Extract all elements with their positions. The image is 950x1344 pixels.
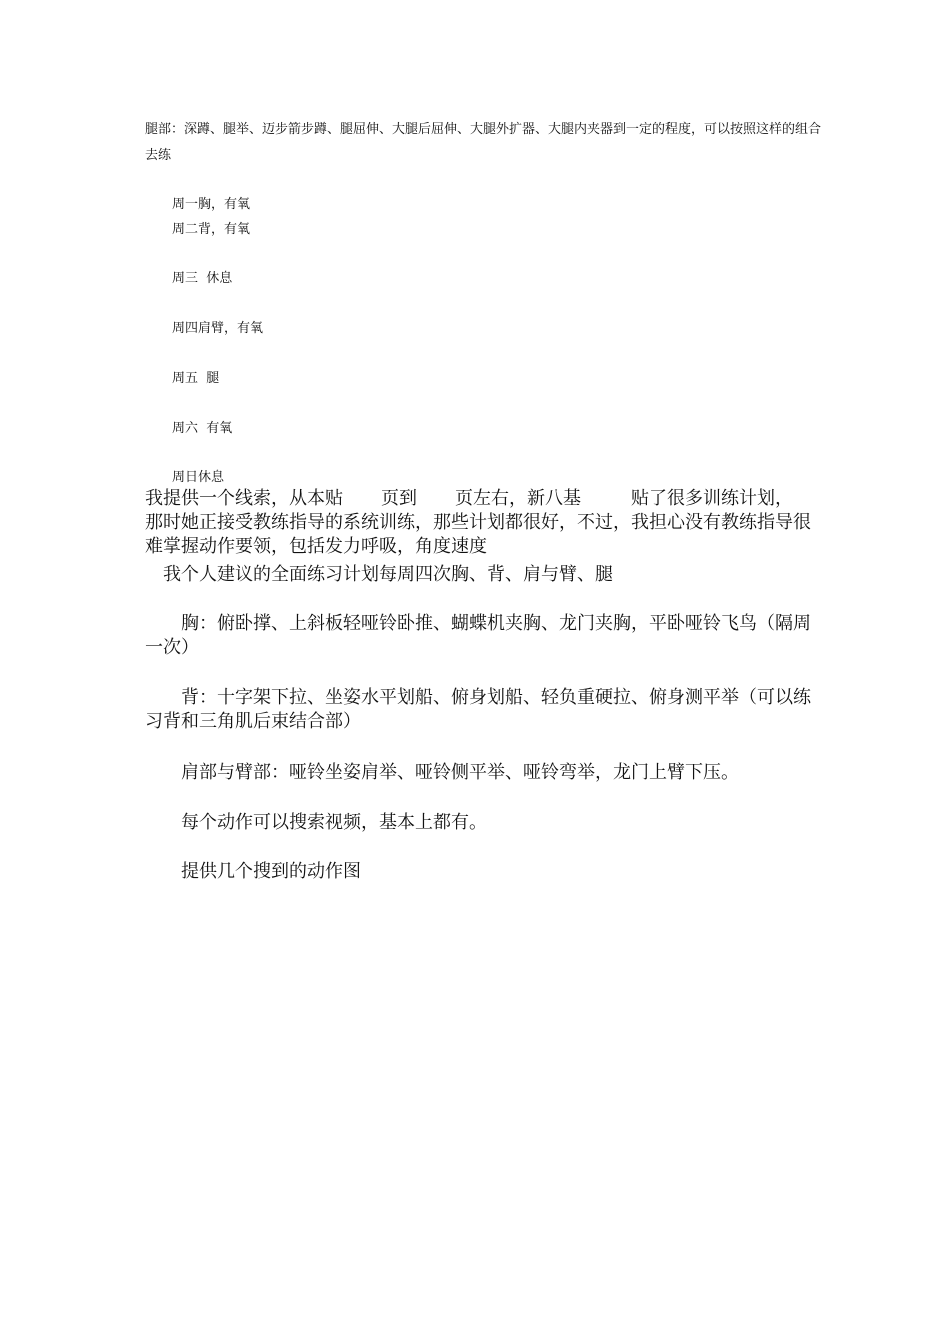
- clue-part-3: 页左右，新八基: [455, 488, 581, 509]
- back-paragraph: 背：十字架下拉、坐姿水平划船、俯身划船、轻负重硬拉、俯身测平举（可以练习背和三角肌后束结合部）: [145, 687, 811, 732]
- schedule-tuesday: 周二背，有氧: [172, 222, 251, 237]
- schedule-thursday: 周四肩臂，有氧: [172, 321, 264, 336]
- chest-paragraph: 胸：俯卧撑、上斜板轻哑铃卧推、蝴蝶机夹胸、龙门夹胸，平卧哑铃飞鸟（隔周一次）: [145, 613, 811, 658]
- clue-paragraph: [145, 487, 825, 559]
- schedule-monday: 周一胸，有氧: [172, 197, 251, 212]
- suggestion-line: 我个人建议的全面练习计划每周四次胸、背、肩与臂、腿: [163, 564, 613, 585]
- clue-rest: 那时她正接受教练指导的系统训练，那些计划都很好，不过，我担心没有教练指导很难掌握动作要领，包括发力呼吸，角度速度: [145, 512, 811, 557]
- schedule-wednesday: 周三 休息: [172, 271, 233, 286]
- clue-part-4: 贴了很多训练计划，: [631, 488, 793, 509]
- clue-part-2: 页到: [381, 488, 417, 509]
- schedule-saturday: 周六 有氧: [172, 421, 233, 436]
- video-note: 每个动作可以搜索视频，基本上都有。: [181, 812, 487, 833]
- clue-part-1: 我提供一个线索，从本贴: [145, 488, 343, 509]
- schedule-friday: 周五 腿: [172, 371, 220, 386]
- legs-paragraph: 腿部：深蹲、腿举、迈步箭步蹲、腿屈伸、大腿后屈伸、大腿外扩器、大腿内夹器到一定的程度，可以按照这样的组合去练: [145, 122, 822, 163]
- images-note: 提供几个搜到的动作图: [181, 861, 361, 882]
- shoulder-arm-paragraph: 肩部与臂部：哑铃坐姿肩举、哑铃侧平举、哑铃弯举，龙门上臂下压。: [181, 762, 739, 783]
- schedule-sunday: 周日休息: [172, 470, 225, 485]
